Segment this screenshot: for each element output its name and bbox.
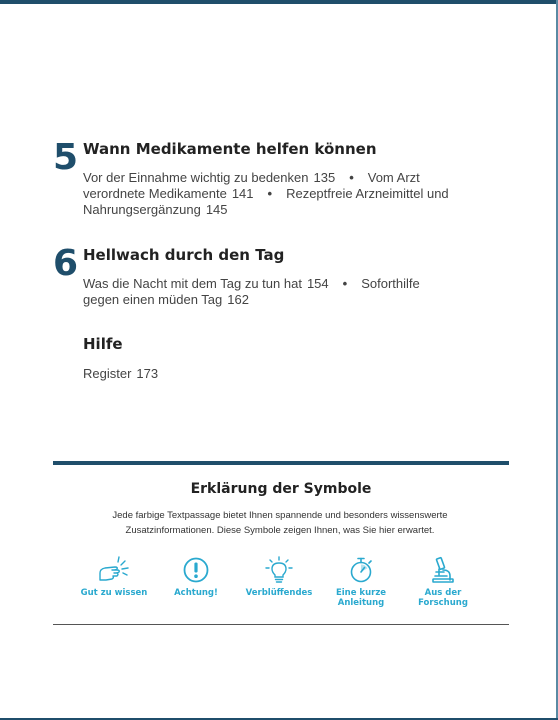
symbols-description: Jede farbige Textpassage bietet Ihnen spannende und besonders wissenswerte Zusatzinformationen. Diese Symbole zeigen Ihnen, was Sie hier erwartet. [112, 510, 448, 536]
symbols-box-bottom-rule [53, 624, 509, 625]
symbol-label: Gut zu wissen [80, 588, 148, 598]
symbol-aus-der-forschung [403, 556, 483, 608]
page-number: 145 [205, 202, 228, 217]
symbols-box-top-rule [53, 461, 509, 465]
lightbulb-icon [263, 556, 295, 584]
stopwatch-icon [347, 556, 375, 584]
symbol-label: Achtung! [174, 588, 218, 598]
toc-entry[interactable]: Rezeptfreie Arzneimittel und Nahrungsergänzung 145 [83, 186, 449, 217]
toc-entry[interactable]: Soforthilfe gegen einen müden Tag 162 [83, 276, 420, 307]
page-number: 173 [136, 366, 159, 381]
symbol-verblueffendes [239, 556, 319, 598]
toc-entry[interactable]: Register 173 [83, 366, 159, 381]
toc-entry[interactable]: Was die Nacht mit dem Tag zu tun hat 154 [83, 276, 329, 291]
top-border [0, 0, 558, 4]
page-number: 154 [306, 276, 329, 291]
help-title: Hilfe [83, 335, 123, 353]
hand-snap-icon [96, 556, 132, 584]
exclamation-circle-icon [182, 556, 210, 584]
symbol-gut-zu-wissen [74, 556, 154, 598]
symbol-eine-kurze-anleitung [321, 556, 401, 608]
chapter-number: 6 [53, 243, 79, 284]
toc-entry[interactable]: Vom Arzt verordnete Medikamente 141 [83, 170, 420, 201]
chapter-number: 5 [53, 137, 79, 178]
symbol-achtung [156, 556, 236, 598]
separator-dot: • [349, 170, 354, 185]
symbol-label: Verblüffendes [245, 588, 313, 598]
chapter-title: Wann Medikamente helfen können [83, 140, 377, 158]
chapter-title: Hellwach durch den Tag [83, 246, 285, 264]
separator-dot: • [342, 276, 348, 291]
microscope-icon [429, 556, 457, 584]
chapter-5 [53, 137, 473, 230]
page-number: 141 [231, 186, 254, 201]
page-number: 162 [227, 292, 249, 307]
toc-entry[interactable]: Vor der Einnahme wichtig zu bedenken 135 [83, 170, 336, 185]
chapter-6 [53, 243, 473, 316]
chapter-entries [83, 170, 453, 218]
separator-dot: • [267, 186, 273, 201]
symbol-label: Eine kurze Anleitung [335, 588, 387, 608]
symbol-label: Aus der Forschung [418, 588, 468, 608]
chapter-entries [83, 276, 453, 308]
symbols-title: Erklärung der Symbole [190, 481, 372, 497]
page-number: 135 [313, 170, 336, 185]
